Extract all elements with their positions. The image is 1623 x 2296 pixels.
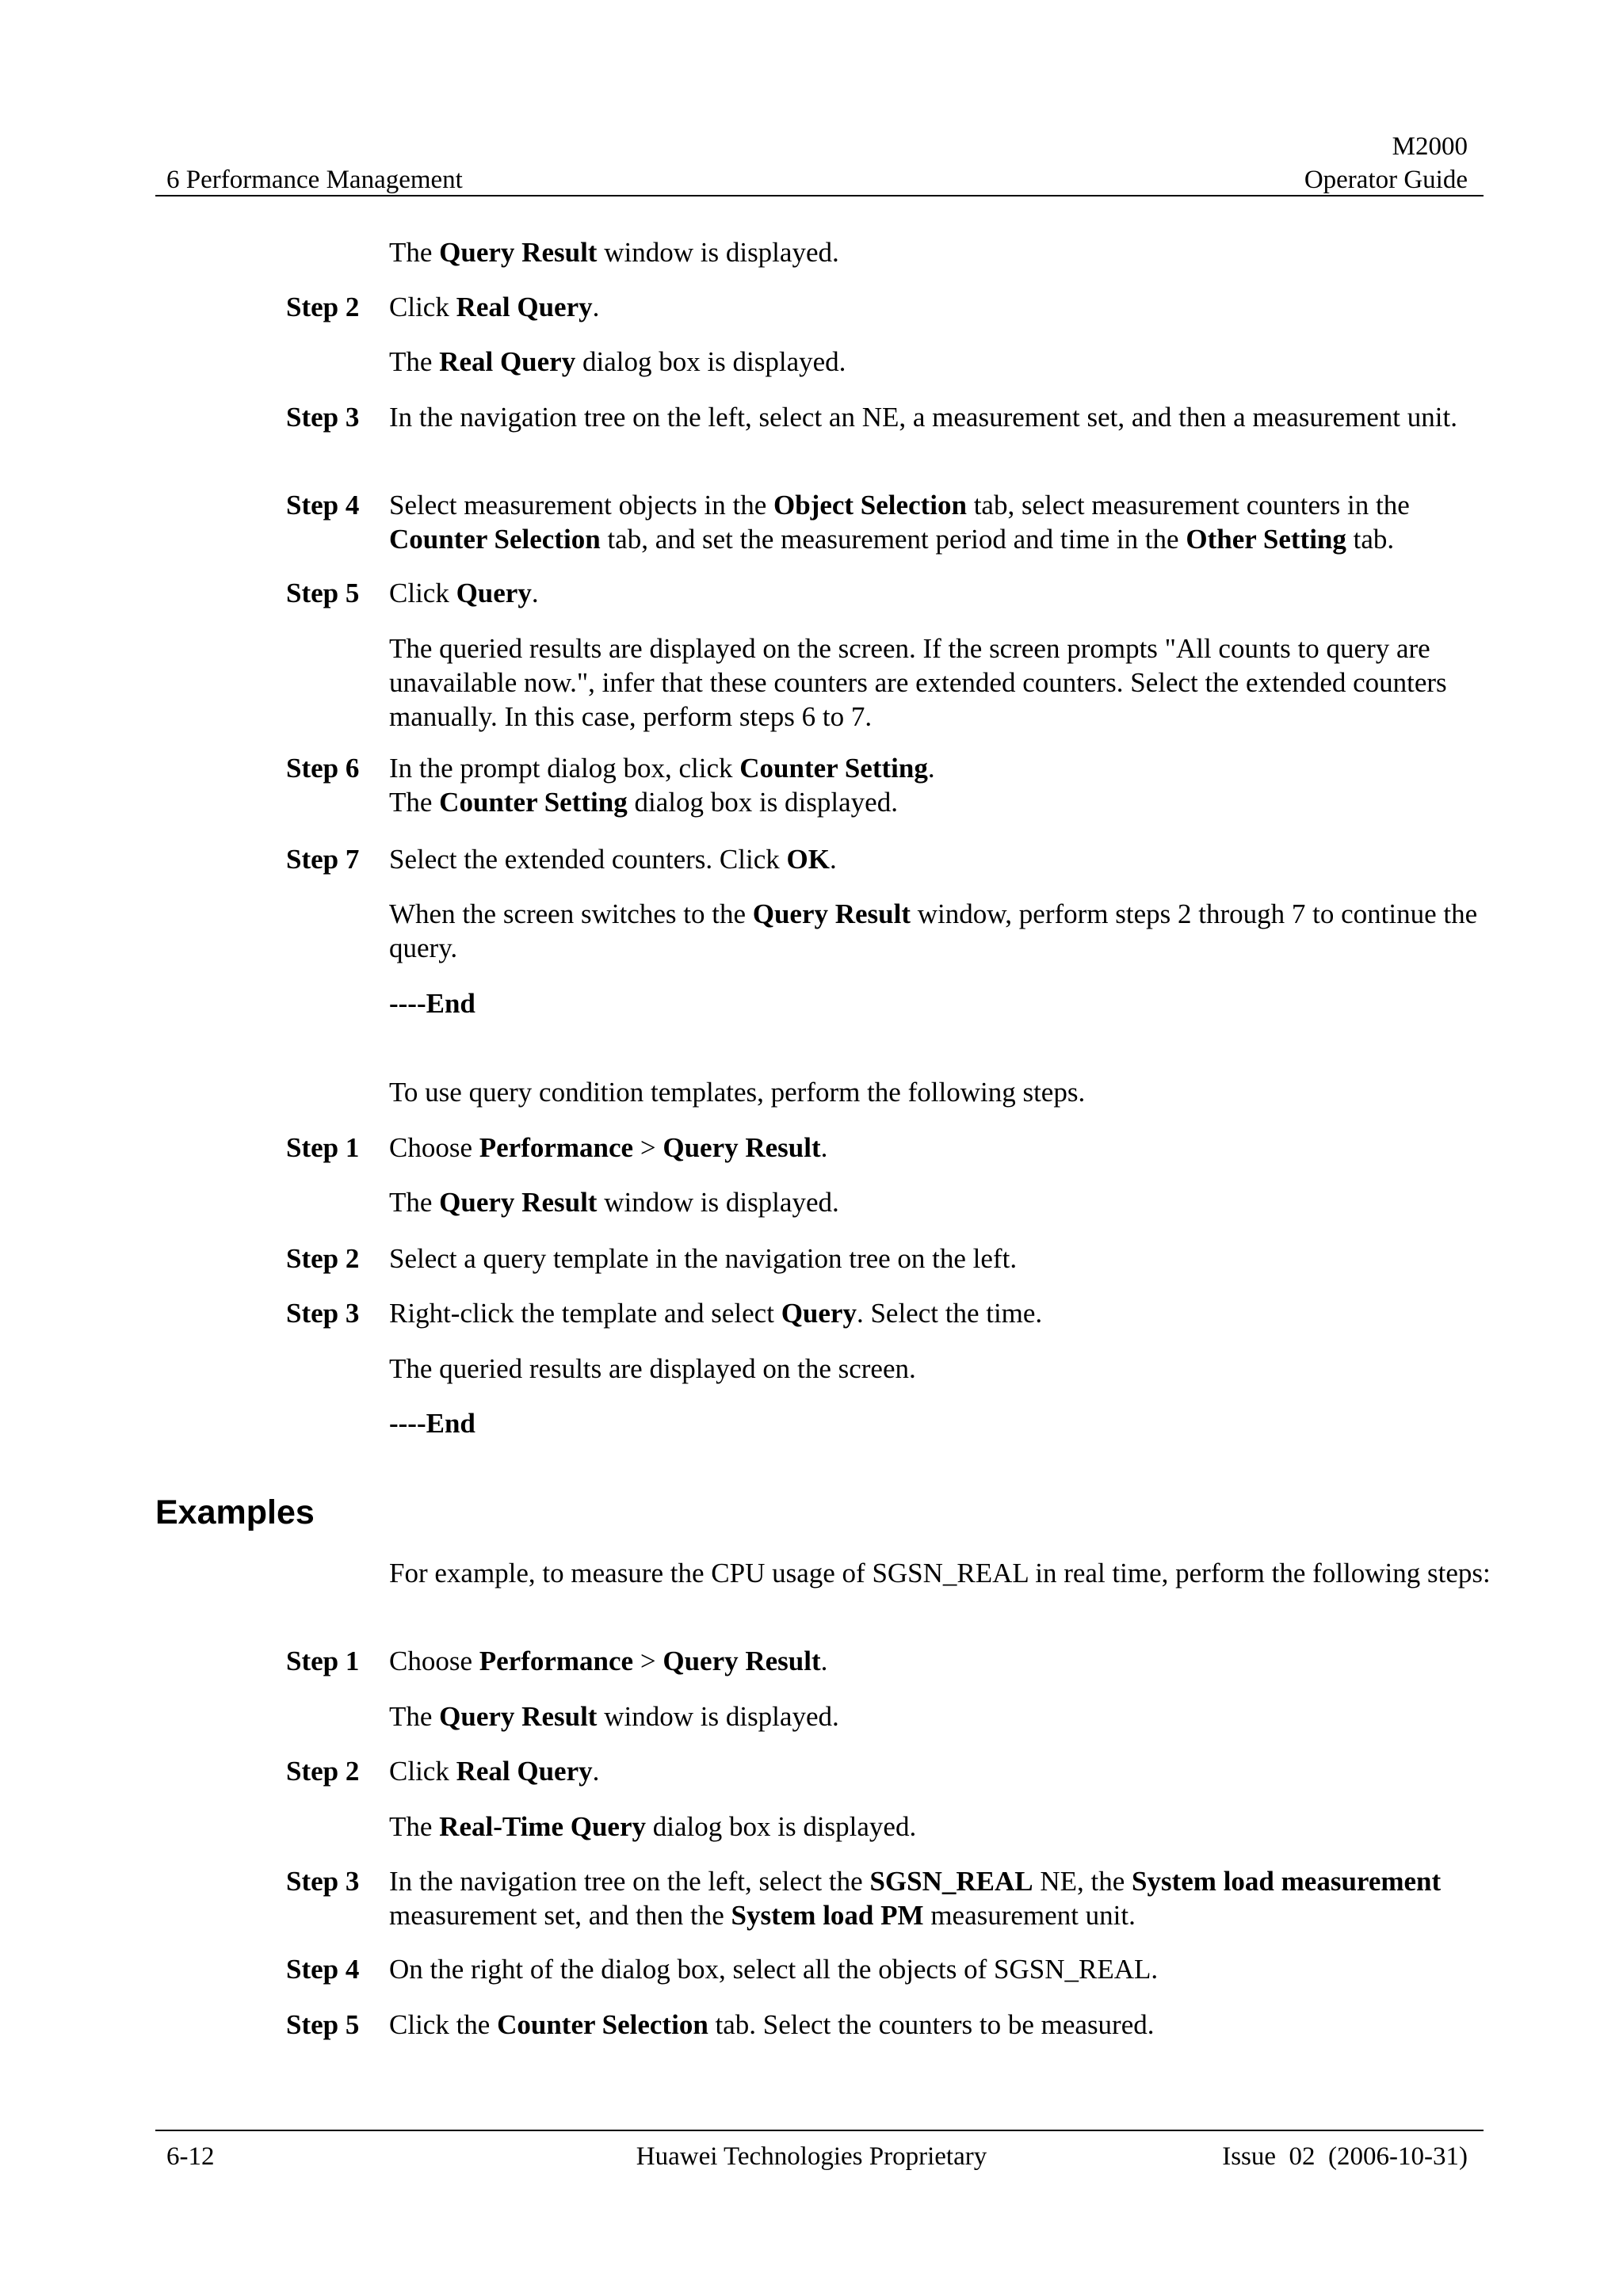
text-run: The [389, 1811, 440, 1842]
paragraph [389, 1699, 1491, 1733]
step-label: Step 7 [286, 844, 360, 875]
text-run: The [389, 1701, 440, 1732]
text-run: Click [389, 578, 456, 608]
paragraph [389, 1075, 1491, 1109]
text-run: The [389, 1187, 440, 1218]
bold-term: Real Query [456, 292, 593, 322]
step-text [389, 751, 1491, 819]
product-name: M2000 [1392, 132, 1468, 161]
text-run: dialog box is displayed. [646, 1811, 917, 1842]
step-label: Step 3 [286, 1298, 360, 1329]
text-run: window is displayed. [597, 1701, 839, 1732]
step-label: Step 2 [286, 1243, 360, 1274]
text-run: > [633, 1646, 663, 1676]
step-text [389, 842, 1491, 876]
step-text [389, 400, 1491, 434]
step-label: Step 5 [286, 2009, 360, 2040]
text-run: . [927, 753, 935, 784]
text-run: Click [389, 292, 456, 322]
text-run: window is displayed. [597, 1187, 839, 1218]
step-label: Step 2 [286, 292, 360, 322]
chapter-title: 6 Performance Management [166, 166, 463, 194]
bold-term: Query Result [663, 1132, 821, 1163]
step-label: Step 6 [286, 753, 360, 784]
text-run: window, perform steps 2 through 7 to continue the query. [389, 898, 1478, 963]
step-text [389, 1754, 1491, 1788]
doc-type: Operator Guide [1304, 166, 1468, 194]
text-run: For example, to measure the CPU usage of SGSN_REAL in real time, perform the following steps: [389, 1558, 1491, 1589]
paragraph [389, 897, 1491, 965]
step-label: Step 4 [286, 1954, 360, 1985]
text-run: tab. [1346, 524, 1395, 555]
text-run: . [592, 1756, 600, 1787]
bold-term: Query Result [663, 1646, 821, 1676]
text-run: . [820, 1132, 828, 1163]
text-run: Select measurement objects in the [389, 490, 773, 521]
footer-rule [155, 2130, 1484, 2131]
text-run: Choose [389, 1646, 479, 1676]
bold-term: ----End [389, 988, 475, 1019]
bold-term: Object Selection [773, 490, 967, 521]
text-run: tab. Select the counters to be measured. [708, 2009, 1155, 2040]
bold-term: Query Result [439, 1701, 598, 1732]
text-run: measurement set, and then the [389, 1900, 731, 1931]
bold-term: Performance [479, 1646, 634, 1676]
section-heading: Examples [155, 1493, 315, 1531]
step-text [389, 1241, 1491, 1276]
text-run: tab, and set the measurement period and time in the [600, 524, 1186, 555]
text-run: Select a query template in the navigation tree on the left. [389, 1243, 1018, 1274]
bold-term: System load PM [731, 1900, 924, 1931]
step-text [389, 2008, 1491, 2042]
bold-term: Counter Selection [389, 524, 601, 555]
text-run: The [389, 346, 440, 377]
bold-term: Counter Setting [439, 787, 628, 818]
step-text [389, 1952, 1491, 1986]
bold-term: OK [786, 844, 830, 875]
step-label: Step 2 [286, 1756, 360, 1787]
text-run: . [829, 844, 837, 875]
bold-term: Real Query [456, 1756, 593, 1787]
text-run: > [633, 1132, 663, 1163]
step-text [389, 1131, 1491, 1165]
bold-term: Other Setting [1186, 524, 1346, 555]
bold-term: Counter Setting [739, 753, 928, 784]
paragraph [389, 631, 1491, 734]
footer-company: Huawei Technologies Proprietary [636, 2142, 987, 2171]
step-label: Step 1 [286, 1646, 360, 1676]
bold-term: Query Result [439, 1187, 598, 1218]
text-run: In the prompt dialog box, click [389, 753, 740, 784]
bold-term: ----End [389, 1408, 475, 1439]
step-text [389, 1644, 1491, 1678]
paragraph [389, 1810, 1491, 1844]
bold-term: Real Query [439, 346, 576, 377]
text-run: Click the [389, 2009, 498, 2040]
bold-term: Query [781, 1298, 857, 1329]
bold-term: SGSN_REAL [869, 1866, 1033, 1897]
text-run: The queried results are displayed on the screen. [389, 1353, 916, 1384]
text-run: window is displayed. [597, 237, 839, 268]
step-text [389, 1296, 1491, 1330]
bold-term: Query [456, 578, 532, 608]
text-run: . [592, 292, 600, 322]
step-text [389, 576, 1491, 610]
bold-term: Query Result [439, 237, 598, 268]
footer-issue: Issue 02 (2006-10-31) [1222, 2142, 1468, 2171]
bold-term: Query Result [752, 898, 911, 929]
text-run: Right-click the template and select [389, 1298, 781, 1329]
text-run: To use query condition templates, perform the following steps. [389, 1077, 1086, 1108]
step-text [389, 290, 1491, 324]
text-run: . Select the time. [856, 1298, 1043, 1329]
step-label: Step 3 [286, 402, 360, 433]
text-run: tab, select measurement counters in the [966, 490, 1410, 521]
text-run: In the navigation tree on the left, select the [389, 1866, 870, 1897]
page-number: 6-12 [166, 2142, 215, 2171]
paragraph [389, 986, 1491, 1020]
text-run: Click [389, 1756, 456, 1787]
paragraph [389, 235, 1491, 269]
bold-term: Counter Selection [497, 2009, 708, 2040]
text-run: When the screen switches to the [389, 898, 753, 929]
step-label: Step 3 [286, 1866, 360, 1897]
text-run: dialog box is displayed. [627, 787, 898, 818]
step-label: Step 1 [286, 1132, 360, 1163]
text-run: The [389, 237, 440, 268]
text-run: Select the extended counters. Click [389, 844, 787, 875]
text-run: The [389, 787, 440, 818]
step-text [389, 488, 1491, 556]
text-run: measurement unit. [923, 1900, 1136, 1931]
text-run: NE, the [1033, 1866, 1132, 1897]
text-run: dialog box is displayed. [575, 346, 846, 377]
paragraph [389, 1406, 1491, 1440]
step-label: Step 5 [286, 578, 360, 608]
paragraph [389, 1352, 1491, 1386]
text-run: In the navigation tree on the left, select an NE, a measurement set, and then a measurement unit. [389, 402, 1457, 433]
bold-term: Performance [479, 1132, 634, 1163]
text-run: . [820, 1646, 828, 1676]
paragraph [389, 1556, 1491, 1590]
text-run: . [531, 578, 539, 608]
step-text [389, 1864, 1491, 1932]
bold-term: System load measurement [1132, 1866, 1442, 1897]
step-label: Step 4 [286, 490, 360, 521]
header-rule [155, 195, 1484, 196]
text-run: The queried results are displayed on the screen. If the screen prompts "All counts to query are unavailable now.", infer that these counters are extended counters. Select the extended counters manually. In this case, perform steps 6 to 7. [389, 633, 1447, 732]
paragraph [389, 1185, 1491, 1219]
text-run: On the right of the dialog box, select all the objects of SGSN_REAL. [389, 1954, 1159, 1985]
paragraph [389, 345, 1491, 379]
bold-term: Real-Time Query [439, 1811, 646, 1842]
text-run: Choose [389, 1132, 479, 1163]
